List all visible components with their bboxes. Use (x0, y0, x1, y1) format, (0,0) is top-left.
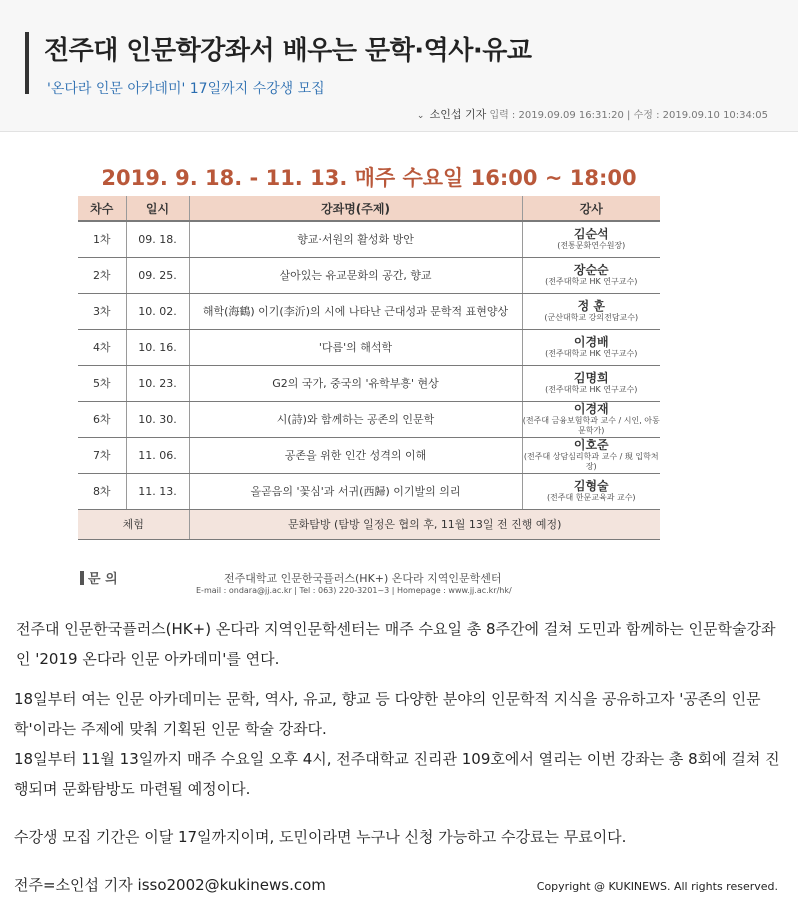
lecturer-role: (전주대 상담심리학과 교수 / 現 입학처장) (523, 452, 659, 471)
lecture-poster (74, 150, 664, 600)
article-byline: 전주=소인섭 기자 isso2002@kukinews.com (14, 876, 326, 894)
column-header: 강좌명(주제) (189, 196, 522, 221)
lecturer-name: 정 훈 (577, 299, 605, 313)
lecturer (522, 401, 660, 437)
session-date: 11. 13. (126, 473, 189, 509)
lecturer-role: (전주대 금융보험학과 교수 / 시인, 아동문학가) (522, 416, 660, 435)
session-topic: 해학(海鶴) 이기(李沂)의 시에 나타난 근대성과 문학적 표현양상 (189, 293, 522, 329)
table-row (78, 437, 660, 473)
table-row (78, 401, 660, 437)
session-date: 10. 23. (126, 365, 189, 401)
table-row (78, 365, 660, 401)
experience-row (78, 509, 660, 539)
lecturer-name: 이호준 (573, 438, 609, 452)
table-row (78, 221, 660, 257)
table-row (78, 473, 660, 509)
inquiry-heading (80, 568, 118, 587)
lecturer-role: (전주대학교 HK 연구교수) (545, 277, 638, 286)
session-number: 7차 (78, 437, 126, 473)
lecturer-name: 김순석 (573, 227, 609, 242)
organization-name: 전주대학교 인문한국플러스(HK+) 온다라 지역인문학센터 (224, 572, 502, 585)
experience-text: 문화탐방 (탐방 일정은 협의 후, 11월 13일 전 진행 예정) (189, 509, 660, 539)
session-topic: 향교·서원의 활성화 방안 (189, 221, 522, 257)
article-title: 전주대 인문학강좌서 배우는 문학·역사·유교 (44, 36, 532, 66)
lecturer (522, 365, 660, 401)
lecturer-role: (전통문화연수원장) (557, 241, 626, 251)
article-header (0, 0, 798, 132)
lecturer (522, 329, 660, 365)
lecturer-name: 김명희 (573, 371, 609, 385)
lecturer-role: (전주대학교 HK 연구교수) (545, 349, 638, 358)
session-date: 09. 18. (126, 221, 189, 257)
table-row (78, 329, 660, 365)
column-header: 차수 (78, 196, 126, 221)
session-number: 3차 (78, 293, 126, 329)
session-number: 4차 (78, 329, 126, 365)
article-subtitle: '온다라 인문 아카데미' 17일까지 수강생 모집 (47, 81, 325, 97)
article-paragraph: 전주대 인문한국플러스(HK+) 온다라 지역인문학센터는 매주 수요일 총 8주간에 걸쳐 도민과 함께하는 인문학술강좌인 '2019 온다라 인문 아카데미'를 연다. (16, 620, 776, 668)
meta-separator: | (627, 110, 631, 121)
session-topic: 시(詩)와 함께하는 공존의 인문학 (189, 401, 522, 437)
session-date: 10. 30. (126, 401, 189, 437)
table-row (78, 257, 660, 293)
article-sentence: 18일부터 여는 인문 아카데미는 문학, 역사, 유교, 향교 등 다양한 분야의 인문학적 지식을 공유하고자 '공존의 인문학'이라는 주제에 맞춰 기획된 인문 학술 강좌다. (14, 690, 761, 738)
lecturer-name: 이경재 (573, 402, 609, 416)
lecturer-role: (군산대학교 강의전담교수) (544, 313, 639, 322)
lecturer (522, 293, 660, 329)
modified-date: 수정 : 2019.09.10 10:34:05 (633, 110, 768, 121)
contact-info: E-mail : ondara@jj.ac.kr | Tel : 063) 220-3201~3 | Homepage : www.jj.ac.kr/hk/ (196, 586, 512, 595)
session-topic: '다름'의 해석학 (189, 329, 522, 365)
inquiry-marker (80, 571, 84, 585)
article-paragraph (14, 684, 784, 804)
column-header: 일시 (126, 196, 189, 221)
lecturer-name: 장순순 (573, 263, 609, 277)
chevron-down-icon[interactable]: ⌄ (416, 111, 425, 121)
session-date: 11. 06. (126, 437, 189, 473)
session-number: 6차 (78, 401, 126, 437)
session-number: 8차 (78, 473, 126, 509)
session-number: 5차 (78, 365, 126, 401)
session-topic: 살아있는 유교문화의 공간, 향교 (189, 257, 522, 293)
article-meta (417, 106, 768, 122)
lecturer (522, 473, 660, 509)
session-topic: 올곧음의 '꽃심'과 서귀(西歸) 이기발의 의리 (189, 473, 522, 509)
table-row (78, 293, 660, 329)
lecturer-role: (전주대학교 HK 연구교수) (545, 385, 638, 394)
inquiry-label: 문 의 (88, 572, 118, 587)
table-header-row (78, 196, 660, 221)
lecturer (522, 437, 660, 473)
session-topic: G2의 국가, 중국의 '유학부흥' 현상 (189, 365, 522, 401)
published-date: 입력 : 2019.09.09 16:31:20 (489, 110, 624, 121)
session-number: 2차 (78, 257, 126, 293)
lecturer-name: 이경배 (573, 335, 609, 349)
session-date: 10. 02. (126, 293, 189, 329)
reporter-name[interactable]: 소인섭 기자 (429, 108, 487, 121)
lecturer-role: (전주대 한문교육과 교수) (546, 493, 636, 502)
column-header: 강사 (522, 196, 660, 221)
session-number: 1차 (78, 221, 126, 257)
lecturer (522, 257, 660, 293)
session-date: 09. 25. (126, 257, 189, 293)
session-date: 10. 16. (126, 329, 189, 365)
title-accent-bar (25, 32, 29, 94)
copyright-notice: Copyright @ KUKINEWS. All rights reserved. (536, 880, 778, 893)
poster-title: 2019. 9. 18. - 11. 13. 매주 수요일 16:00 ~ 18:00 (101, 166, 637, 190)
session-topic: 공존을 위한 인간 성격의 이해 (189, 437, 522, 473)
schedule-table (78, 196, 660, 540)
article-paragraph: 수강생 모집 기간은 이달 17일까지이며, 도민이라면 누구나 신청 가능하고 수강료는 무료이다. (14, 828, 627, 846)
article-sentence: 18일부터 11월 13일까지 매주 수요일 오후 4시, 전주대학교 진리관 109호에서 열리는 이번 강좌는 총 8회에 걸쳐 진행되며 문화탐방도 마련될 예정이다. (14, 750, 780, 798)
experience-label: 체험 (78, 509, 189, 539)
lecturer-name: 김형술 (573, 479, 609, 493)
lecturer (522, 221, 660, 257)
